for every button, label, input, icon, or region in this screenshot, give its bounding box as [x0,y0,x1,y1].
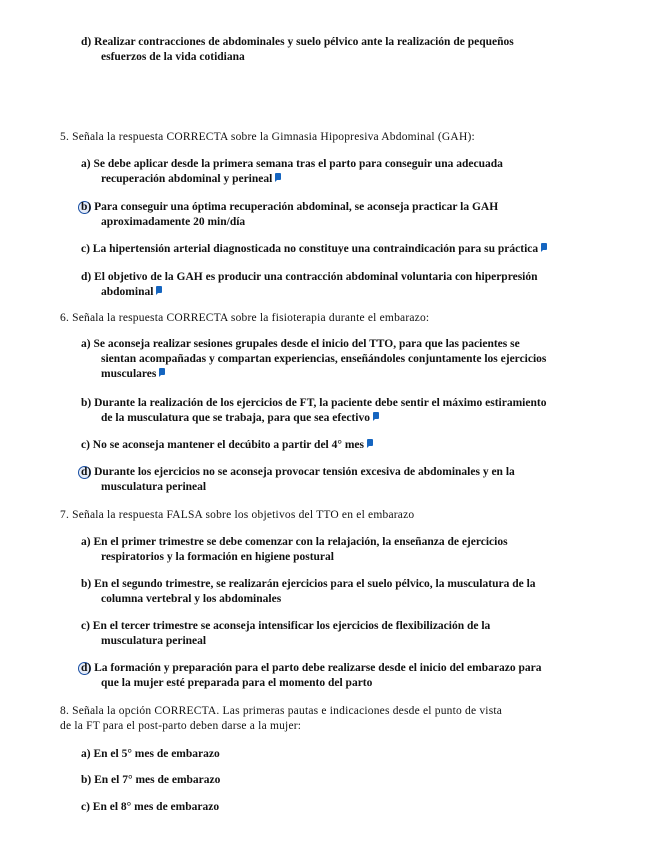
q7-option-d: d) La formación y preparación para el parto debe realizarse desde el inicio del embarazo para [81,662,542,674]
comment-flag-icon[interactable] [274,173,282,183]
q5-option-a-cont [101,172,282,187]
q6-option-b: b) Durante la realización de los ejercicios de FT, la paciente debe sentir el máximo estiramiento [81,397,547,409]
q5-option-a-cont-text: recuperación abdominal y perineal [101,173,273,185]
q7-option-d-cont: que la mujer esté preparada para el momento del parto [101,677,373,689]
q6-option-a-cont2 [101,367,166,382]
q6-option-a-cont: sientan acompañadas y compartan experiencias, enseñándoles conjuntamente los ejercicios [101,353,547,365]
q6-option-d: d) Durante los ejercicios no se aconseja provocar tensión excesiva de abdominales y en la [81,466,515,478]
q7-option-b: b) En el segundo trimestre, se realizarán ejercicios para el suelo pélvico, la musculatura de la [81,578,536,590]
q6-option-a-cont2-text: musculares [101,368,157,380]
q6-title: 6. Señala la respuesta CORRECTA sobre la fisioterapia durante el embarazo: [60,312,430,324]
q6-option-c [81,438,374,453]
comment-flag-icon[interactable] [158,368,166,378]
q8-title-cont: de la FT para el post-parto deben darse a la mujer: [60,720,302,732]
q5-option-b-cont: aproximadamente 20 min/día [101,216,246,228]
q5-option-c [81,242,548,257]
q8-option-b: b) En el 7° mes de embarazo [81,774,221,786]
comment-flag-icon[interactable] [540,243,548,253]
comment-flag-icon[interactable] [155,286,163,296]
q6-option-c-text: c) No se aconseja mantener el decúbito a partir del 4° mes [81,439,365,451]
q8-title: 8. Señala la opción CORRECTA. Las primeras pautas e indicaciones desde el punto de vista [60,705,503,717]
q6-option-b-cont-text: de la musculatura que se trabaja, para que sea efectivo [101,412,370,424]
q4-option-d-cont: esfuerzos de la vida cotidiana [101,51,245,63]
q6-option-b-cont [101,411,380,426]
q4-option-d: d) Realizar contracciones de abdominales y suelo pélvico ante la realización de pequeños [81,36,514,48]
q7-option-a-cont: respiratorios y la formación en higiene postural [101,551,334,563]
q5-option-d-cont [101,285,163,300]
q5-option-d: d) El objetivo de la GAH es producir una contracción abdominal voluntaria con hiperpresión [81,271,538,283]
q5-option-d-cont-text: abdominal [101,286,154,298]
q5-option-a: a) Se debe aplicar desde la primera semana tras el parto para conseguir una adecuada [81,158,503,170]
q8-option-a: a) En el 5° mes de embarazo [81,748,220,760]
q7-option-a: a) En el primer trimestre se debe comenzar con la relajación, la enseñanza de ejercicios [81,536,508,548]
comment-flag-icon[interactable] [366,439,374,449]
q8-option-c: c) En el 8° mes de embarazo [81,801,220,813]
q5-option-b: b) Para conseguir una óptima recuperación abdominal, se aconseja practicar la GAH [81,201,499,213]
q6-option-a: a) Se aconseja realizar sesiones grupales desde el inicio del TTO, para que las pacientes se [81,338,520,350]
q6-option-d-cont: musculatura perineal [101,481,207,493]
q5-option-c-text: c) La hipertensión arterial diagnosticada no constituye una contraindicación para su práctica [81,243,539,255]
q7-title: 7. Señala la respuesta FALSA sobre los objetivos del TTO en el embarazo [60,509,415,521]
q7-option-c-cont: musculatura perineal [101,635,207,647]
q5-title: 5. Señala la respuesta CORRECTA sobre la Gimnasia Hipopresiva Abdominal (GAH): [60,131,475,143]
q7-option-b-cont: columna vertebral y los abdominales [101,593,282,605]
comment-flag-icon[interactable] [372,412,380,422]
q7-option-c: c) En el tercer trimestre se aconseja intensificar los ejercicios de flexibilización de la [81,620,491,632]
